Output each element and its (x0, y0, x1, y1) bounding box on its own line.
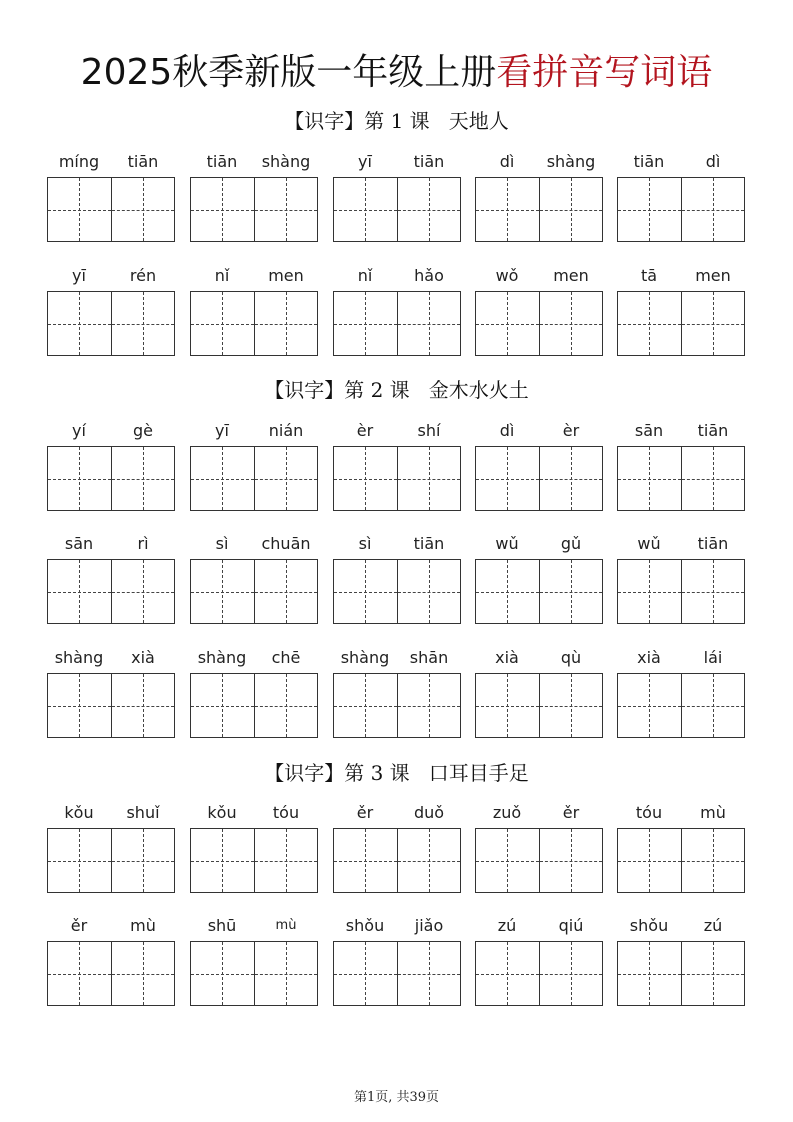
vertical-guide-line (222, 178, 223, 241)
vertical-guide-line (713, 447, 714, 510)
vertical-guide-line (365, 942, 366, 1005)
pinyin-label: qiú (558, 916, 584, 935)
pinyin-label: shàng (54, 648, 104, 667)
pinyin-label: sān (634, 421, 664, 440)
pinyin-label: yī (358, 152, 372, 171)
character-cell[interactable] (191, 942, 254, 1005)
character-cell[interactable] (334, 674, 397, 737)
vertical-guide-line (507, 447, 508, 510)
worksheet-title (0, 50, 793, 96)
pinyin-label: zuǒ (492, 803, 522, 822)
tianzige-writing-box[interactable] (475, 291, 603, 356)
vertical-guide-line (429, 560, 430, 623)
character-cell[interactable] (191, 447, 254, 510)
vertical-guide-line (286, 829, 287, 892)
vertical-guide-line (649, 674, 650, 737)
vertical-guide-line (649, 942, 650, 1005)
character-cell[interactable] (618, 447, 681, 510)
vertical-guide-line (429, 178, 430, 241)
pinyin-label: dì (499, 152, 515, 171)
pinyin-label: tiān (413, 152, 445, 171)
pinyin-label: gǔ (560, 534, 582, 553)
character-cell[interactable] (254, 447, 318, 510)
character-cell[interactable] (539, 829, 603, 892)
pinyin-label: hǎo (414, 266, 444, 285)
vertical-guide-line (571, 942, 572, 1005)
pinyin-label: mù (700, 803, 726, 822)
vertical-guide-line (507, 674, 508, 737)
vertical-guide-line (649, 292, 650, 355)
word-row (0, 916, 793, 1016)
word-row (0, 421, 793, 521)
pinyin-label: shǒu (345, 916, 385, 935)
character-cell[interactable] (539, 447, 603, 510)
tianzige-writing-box[interactable] (475, 446, 603, 511)
vertical-guide-line (365, 447, 366, 510)
character-cell[interactable] (476, 560, 539, 623)
lesson-3-heading: 【识字】第 3 课 口耳目手足 (264, 761, 529, 785)
pinyin-label: duǒ (413, 803, 445, 822)
pinyin-label: shàng (546, 152, 596, 171)
tianzige-writing-box[interactable] (47, 446, 175, 511)
character-cell[interactable] (48, 292, 111, 355)
vertical-guide-line (571, 674, 572, 737)
vertical-guide-line (79, 829, 80, 892)
vertical-guide-line (365, 292, 366, 355)
lesson-1-heading: 【识字】第 1 课 天地人 (284, 109, 509, 133)
character-cell[interactable] (48, 178, 111, 241)
character-cell[interactable] (397, 178, 461, 241)
pinyin-label: yī (72, 266, 86, 285)
vertical-guide-line (143, 447, 144, 510)
character-cell[interactable] (191, 829, 254, 892)
vertical-guide-line (286, 942, 287, 1005)
character-cell[interactable] (539, 560, 603, 623)
pinyin-label: shàng (197, 648, 247, 667)
pinyin-label: èr (562, 421, 580, 440)
character-cell[interactable] (397, 674, 461, 737)
pinyin-label: chē (271, 648, 301, 667)
pinyin-label: wǔ (495, 534, 519, 553)
vertical-guide-line (143, 178, 144, 241)
pinyin-label: xià (131, 648, 155, 667)
tianzige-writing-box[interactable] (475, 828, 603, 893)
tianzige-writing-box[interactable] (333, 559, 461, 624)
pinyin-label: mù (130, 916, 156, 935)
character-cell[interactable] (334, 447, 397, 510)
pinyin-label: shuǐ (126, 803, 160, 822)
pinyin-label: yī (215, 421, 229, 440)
character-cell[interactable] (618, 178, 681, 241)
tianzige-writing-box[interactable] (190, 673, 318, 738)
character-cell[interactable] (111, 560, 175, 623)
vertical-guide-line (571, 829, 572, 892)
tianzige-writing-box[interactable] (190, 177, 318, 242)
character-cell[interactable] (334, 178, 397, 241)
character-cell[interactable] (191, 560, 254, 623)
pinyin-label: ěr (356, 803, 374, 822)
word-row (0, 266, 793, 366)
vertical-guide-line (429, 674, 430, 737)
vertical-guide-line (713, 292, 714, 355)
character-cell[interactable] (681, 178, 745, 241)
word-row (0, 648, 793, 748)
character-cell[interactable] (111, 674, 175, 737)
vertical-guide-line (222, 447, 223, 510)
vertical-guide-line (79, 292, 80, 355)
word-row (0, 803, 793, 903)
tianzige-writing-box[interactable] (47, 673, 175, 738)
character-cell[interactable] (476, 674, 539, 737)
vertical-guide-line (429, 942, 430, 1005)
character-cell[interactable] (681, 447, 745, 510)
tianzige-writing-box[interactable] (333, 177, 461, 242)
vertical-guide-line (571, 560, 572, 623)
pinyin-label: kǒu (207, 803, 237, 822)
vertical-guide-line (365, 674, 366, 737)
vertical-guide-line (649, 829, 650, 892)
pinyin-label: shǒu (629, 916, 669, 935)
character-cell[interactable] (111, 447, 175, 510)
character-cell[interactable] (397, 292, 461, 355)
character-cell[interactable] (111, 178, 175, 241)
pinyin-label: men (268, 266, 304, 285)
vertical-guide-line (507, 292, 508, 355)
character-cell[interactable] (618, 560, 681, 623)
character-cell[interactable] (191, 292, 254, 355)
vertical-guide-line (286, 560, 287, 623)
pinyin-label: zú (497, 916, 517, 935)
pinyin-label: tiān (127, 152, 159, 171)
vertical-guide-line (507, 942, 508, 1005)
pinyin-label: gè (133, 421, 153, 440)
tianzige-writing-box[interactable] (190, 559, 318, 624)
pinyin-label: tā (640, 266, 658, 285)
character-cell[interactable] (476, 829, 539, 892)
pinyin-label: xià (637, 648, 661, 667)
vertical-guide-line (429, 829, 430, 892)
tianzige-writing-box[interactable] (47, 941, 175, 1006)
tianzige-writing-box[interactable] (617, 291, 745, 356)
title-main: 2025秋季新版一年级上册 (80, 52, 497, 93)
pinyin-label: qù (560, 648, 582, 667)
pinyin-label: rì (137, 534, 149, 553)
pinyin-label: tiān (413, 534, 445, 553)
tianzige-writing-box[interactable] (617, 446, 745, 511)
pinyin-label: shàng (261, 152, 311, 171)
title-highlight: 看拼音写词语 (496, 52, 713, 93)
character-cell[interactable] (476, 292, 539, 355)
character-cell[interactable] (48, 674, 111, 737)
vertical-guide-line (649, 560, 650, 623)
vertical-guide-line (713, 560, 714, 623)
vertical-guide-line (507, 178, 508, 241)
pinyin-label: tóu (635, 803, 663, 822)
tianzige-writing-box[interactable] (333, 941, 461, 1006)
vertical-guide-line (222, 942, 223, 1005)
pinyin-label: shū (207, 916, 237, 935)
character-cell[interactable] (48, 447, 111, 510)
pinyin-label: wǒ (495, 266, 519, 285)
tianzige-writing-box[interactable] (190, 828, 318, 893)
character-cell[interactable] (681, 560, 745, 623)
tianzige-writing-box[interactable] (617, 828, 745, 893)
vertical-guide-line (365, 560, 366, 623)
vertical-guide-line (79, 674, 80, 737)
character-cell[interactable] (191, 178, 254, 241)
character-cell[interactable] (476, 942, 539, 1005)
character-cell[interactable] (539, 292, 603, 355)
pinyin-label: men (695, 266, 731, 285)
tianzige-writing-box[interactable] (333, 828, 461, 893)
vertical-guide-line (143, 674, 144, 737)
pinyin-label: tóu (272, 803, 300, 822)
pinyin-label: sì (358, 534, 372, 553)
pinyin-label: kǒu (64, 803, 94, 822)
character-cell[interactable] (254, 560, 318, 623)
vertical-guide-line (143, 560, 144, 623)
pinyin-label: nǐ (357, 266, 373, 285)
tianzige-writing-box[interactable] (617, 177, 745, 242)
vertical-guide-line (571, 447, 572, 510)
character-cell[interactable] (334, 829, 397, 892)
pinyin-label: sì (215, 534, 229, 553)
vertical-guide-line (649, 447, 650, 510)
character-cell[interactable] (618, 292, 681, 355)
character-cell[interactable] (539, 674, 603, 737)
pinyin-label: ěr (70, 916, 88, 935)
pinyin-label: tiān (633, 152, 665, 171)
vertical-guide-line (222, 829, 223, 892)
vertical-guide-line (365, 178, 366, 241)
vertical-guide-line (222, 292, 223, 355)
pinyin-label: jiǎo (414, 916, 444, 935)
pinyin-label: nián (268, 421, 304, 440)
character-cell[interactable] (681, 942, 745, 1005)
pinyin-label: mù (275, 918, 297, 933)
character-cell[interactable] (111, 942, 175, 1005)
vertical-guide-line (143, 292, 144, 355)
vertical-guide-line (571, 178, 572, 241)
vertical-guide-line (713, 829, 714, 892)
pinyin-label: dì (499, 421, 515, 440)
word-row (0, 152, 793, 252)
tianzige-writing-box[interactable] (617, 673, 745, 738)
tianzige-writing-box[interactable] (47, 291, 175, 356)
vertical-guide-line (713, 674, 714, 737)
vertical-guide-line (143, 829, 144, 892)
pinyin-label: men (553, 266, 589, 285)
character-cell[interactable] (476, 178, 539, 241)
character-cell[interactable] (334, 560, 397, 623)
character-cell[interactable] (397, 560, 461, 623)
character-cell[interactable] (539, 178, 603, 241)
character-cell[interactable] (48, 942, 111, 1005)
vertical-guide-line (365, 829, 366, 892)
character-cell[interactable] (111, 292, 175, 355)
pinyin-label: zú (703, 916, 723, 935)
pinyin-label: wǔ (637, 534, 661, 553)
pinyin-label: chuān (261, 534, 311, 553)
pinyin-label: sān (64, 534, 94, 553)
vertical-guide-line (429, 292, 430, 355)
pinyin-label: ěr (562, 803, 580, 822)
character-cell[interactable] (618, 674, 681, 737)
tianzige-writing-box[interactable] (475, 559, 603, 624)
character-cell[interactable] (681, 674, 745, 737)
tianzige-writing-box[interactable] (333, 291, 461, 356)
pinyin-label: èr (356, 421, 374, 440)
vertical-guide-line (713, 942, 714, 1005)
pinyin-label: nǐ (214, 266, 230, 285)
pinyin-label: dì (705, 152, 721, 171)
tianzige-writing-box[interactable] (47, 559, 175, 624)
character-cell[interactable] (254, 178, 318, 241)
vertical-guide-line (713, 178, 714, 241)
vertical-guide-line (79, 560, 80, 623)
pinyin-label: shí (417, 421, 441, 440)
vertical-guide-line (507, 560, 508, 623)
character-cell[interactable] (111, 829, 175, 892)
tianzige-writing-box[interactable] (190, 446, 318, 511)
vertical-guide-line (222, 674, 223, 737)
character-cell[interactable] (397, 942, 461, 1005)
vertical-guide-line (222, 560, 223, 623)
character-cell[interactable] (191, 674, 254, 737)
page-number: 第1页, 共39页 (353, 1090, 440, 1105)
vertical-guide-line (286, 292, 287, 355)
tianzige-writing-box[interactable] (190, 941, 318, 1006)
pinyin-label: tiān (206, 152, 238, 171)
pinyin-label: xià (495, 648, 519, 667)
tianzige-writing-box[interactable] (190, 291, 318, 356)
vertical-guide-line (286, 178, 287, 241)
pinyin-label: lái (703, 648, 723, 667)
tianzige-writing-box[interactable] (333, 446, 461, 511)
vertical-guide-line (286, 447, 287, 510)
character-cell[interactable] (254, 829, 318, 892)
character-cell[interactable] (618, 829, 681, 892)
lesson-2-heading: 【识字】第 2 课 金木水火土 (264, 378, 529, 402)
vertical-guide-line (79, 447, 80, 510)
character-cell[interactable] (254, 292, 318, 355)
vertical-guide-line (507, 829, 508, 892)
tianzige-writing-box[interactable] (47, 177, 175, 242)
tianzige-writing-box[interactable] (617, 941, 745, 1006)
pinyin-label: míng (58, 152, 100, 171)
vertical-guide-line (571, 292, 572, 355)
pinyin-label: shān (409, 648, 449, 667)
word-row (0, 534, 793, 634)
vertical-guide-line (143, 942, 144, 1005)
character-cell[interactable] (254, 674, 318, 737)
character-cell[interactable] (48, 829, 111, 892)
character-cell[interactable] (681, 292, 745, 355)
tianzige-writing-box[interactable] (475, 941, 603, 1006)
pinyin-label: shàng (340, 648, 390, 667)
vertical-guide-line (79, 178, 80, 241)
tianzige-writing-box[interactable] (47, 828, 175, 893)
tianzige-writing-box[interactable] (333, 673, 461, 738)
tianzige-writing-box[interactable] (617, 559, 745, 624)
vertical-guide-line (79, 942, 80, 1005)
vertical-guide-line (429, 447, 430, 510)
pinyin-label: tiān (697, 421, 729, 440)
character-cell[interactable] (334, 942, 397, 1005)
character-cell[interactable] (539, 942, 603, 1005)
vertical-guide-line (649, 178, 650, 241)
character-cell[interactable] (254, 942, 318, 1005)
pinyin-label: tiān (697, 534, 729, 553)
tianzige-writing-box[interactable] (475, 177, 603, 242)
pinyin-label: rén (129, 266, 157, 285)
character-cell[interactable] (681, 829, 745, 892)
vertical-guide-line (286, 674, 287, 737)
character-cell[interactable] (397, 447, 461, 510)
character-cell[interactable] (618, 942, 681, 1005)
character-cell[interactable] (476, 447, 539, 510)
pinyin-label: yí (72, 421, 86, 440)
tianzige-writing-box[interactable] (475, 673, 603, 738)
character-cell[interactable] (397, 829, 461, 892)
character-cell[interactable] (334, 292, 397, 355)
character-cell[interactable] (48, 560, 111, 623)
